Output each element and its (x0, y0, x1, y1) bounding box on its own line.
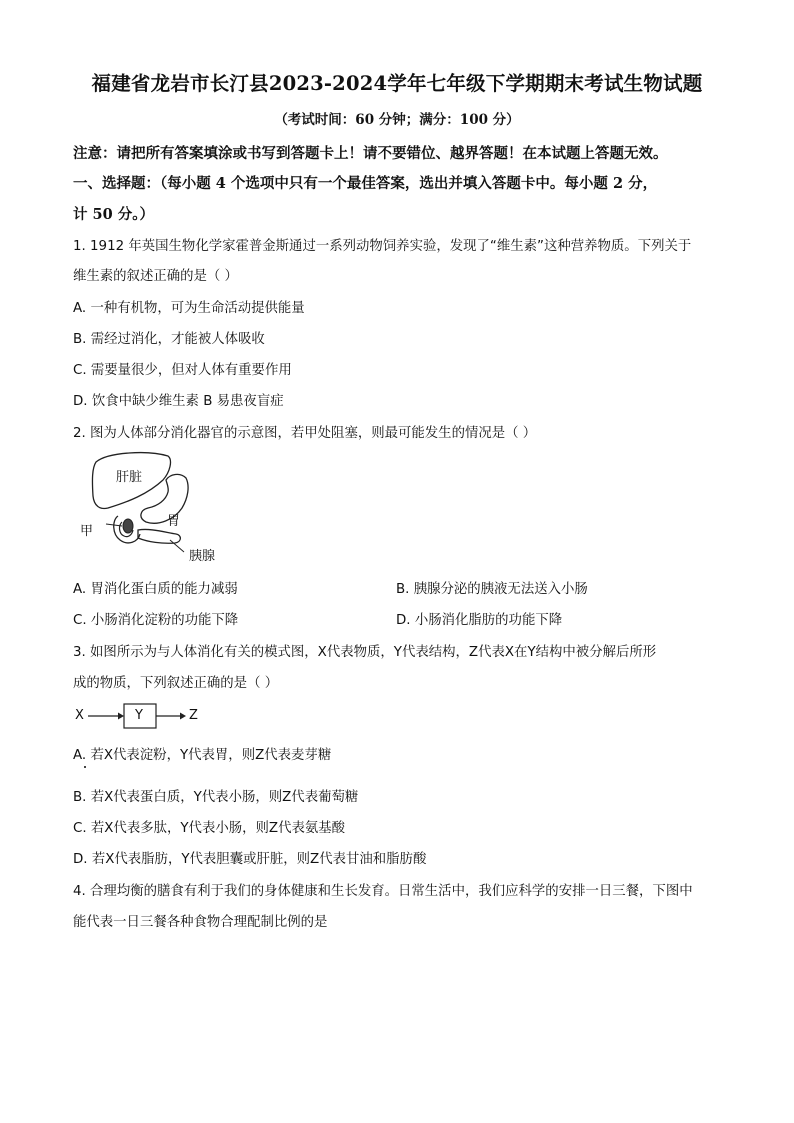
xyz-flow-diagram (72, 702, 212, 732)
digestive-organs-figure (78, 450, 228, 565)
liver-label: 肝脏 (116, 470, 143, 485)
q3-option-c: C. 若X代表多肽，Y代表小肠，则Z代表氨基酸 (73, 821, 346, 836)
q3-option-a: A. 若X代表淀粉，Y代表胃，则Z代表麦芽糖 (73, 748, 332, 763)
exam-title: 福建省龙岩市长汀县2023-2024学年七年级下学期期末考试生物试题 (91, 72, 703, 95)
exam-subtitle: （考试时间：60 分钟；满分：100 分） (274, 112, 520, 128)
q4-stem-line-2: 能代表一日三餐各种食物合理配制比例的是 (73, 915, 328, 930)
q1-stem-line-1: 1. 1912 年英国生物化学家霍普金斯通过一系列动物饲养实验，发现了“维生素”这种营养物质。下列关于 (73, 239, 692, 254)
q3-option-d: D. 若X代表脂肪，Y代表胆囊或肝脏，则Z代表甘油和脂肪酸 (73, 852, 427, 867)
q1-option-a: A. 一种有机物，可为生命活动提供能量 (73, 301, 305, 316)
q2-option-c: C. 小肠消化淀粉的功能下降 (73, 613, 239, 628)
q1-stem-line-2: 维生素的叙述正确的是（ ） (73, 269, 238, 284)
q2-option-b: B. 胰腺分泌的胰液无法送入小肠 (396, 582, 588, 597)
diagram-y-label: Y (135, 708, 143, 723)
q2-stem-line-1: 2. 图为人体部分消化器官的示意图，若甲处阻塞，则最可能发生的情况是（ ） (73, 426, 537, 441)
section-heading-line-1: 一、选择题：（每小题 4 个选项中只有一个最佳答案，选出并填入答题卡中。每小题 2 分， (73, 175, 658, 192)
diagram-x-label: X (75, 708, 84, 723)
q4-stem-line-1: 4. 合理均衡的膳食有利于我们的身体健康和生长发育。日常生活中，我们应科学的安排一日三餐，下图中 (73, 884, 693, 899)
q1-option-c: C. 需要量很少，但对人体有重要作用 (73, 363, 292, 378)
q3-stem-line-2: 成的物质，下列叙述正确的是（ ） (73, 676, 279, 691)
q1-option-d: D. 饮食中缺少维生素 B 易患夜盲症 (73, 394, 284, 409)
diagram-z-label: Z (189, 708, 198, 723)
q3-stem-line-1: 3. 如图所示为与人体消化有关的模式图，X代表物质，Y代表结构，Z代表X在Y结构中被分解后所形 (73, 645, 657, 660)
q1-option-b: B. 需经过消化，才能被人体吸收 (73, 332, 265, 347)
q2-option-a: A. 胃消化蛋白质的能力减弱 (73, 582, 238, 597)
pancreas-label: 胰腺 (189, 549, 216, 564)
q3-option-b: B. 若X代表蛋白质，Y代表小肠，则Z代表葡萄糖 (73, 790, 359, 805)
q2-option-d: D. 小肠消化脂肪的功能下降 (396, 613, 563, 628)
stray-dot-mark (84, 766, 86, 768)
stomach-label: 胃 (167, 514, 181, 529)
notice-text: 注意：请把所有答案填涂或书写到答题卡上！请不要错位、越界答题！在本试题上答题无效。 (73, 145, 668, 162)
jia-label: 甲 (80, 524, 94, 539)
section-heading-line-2: 计 50 分。） (73, 206, 155, 223)
